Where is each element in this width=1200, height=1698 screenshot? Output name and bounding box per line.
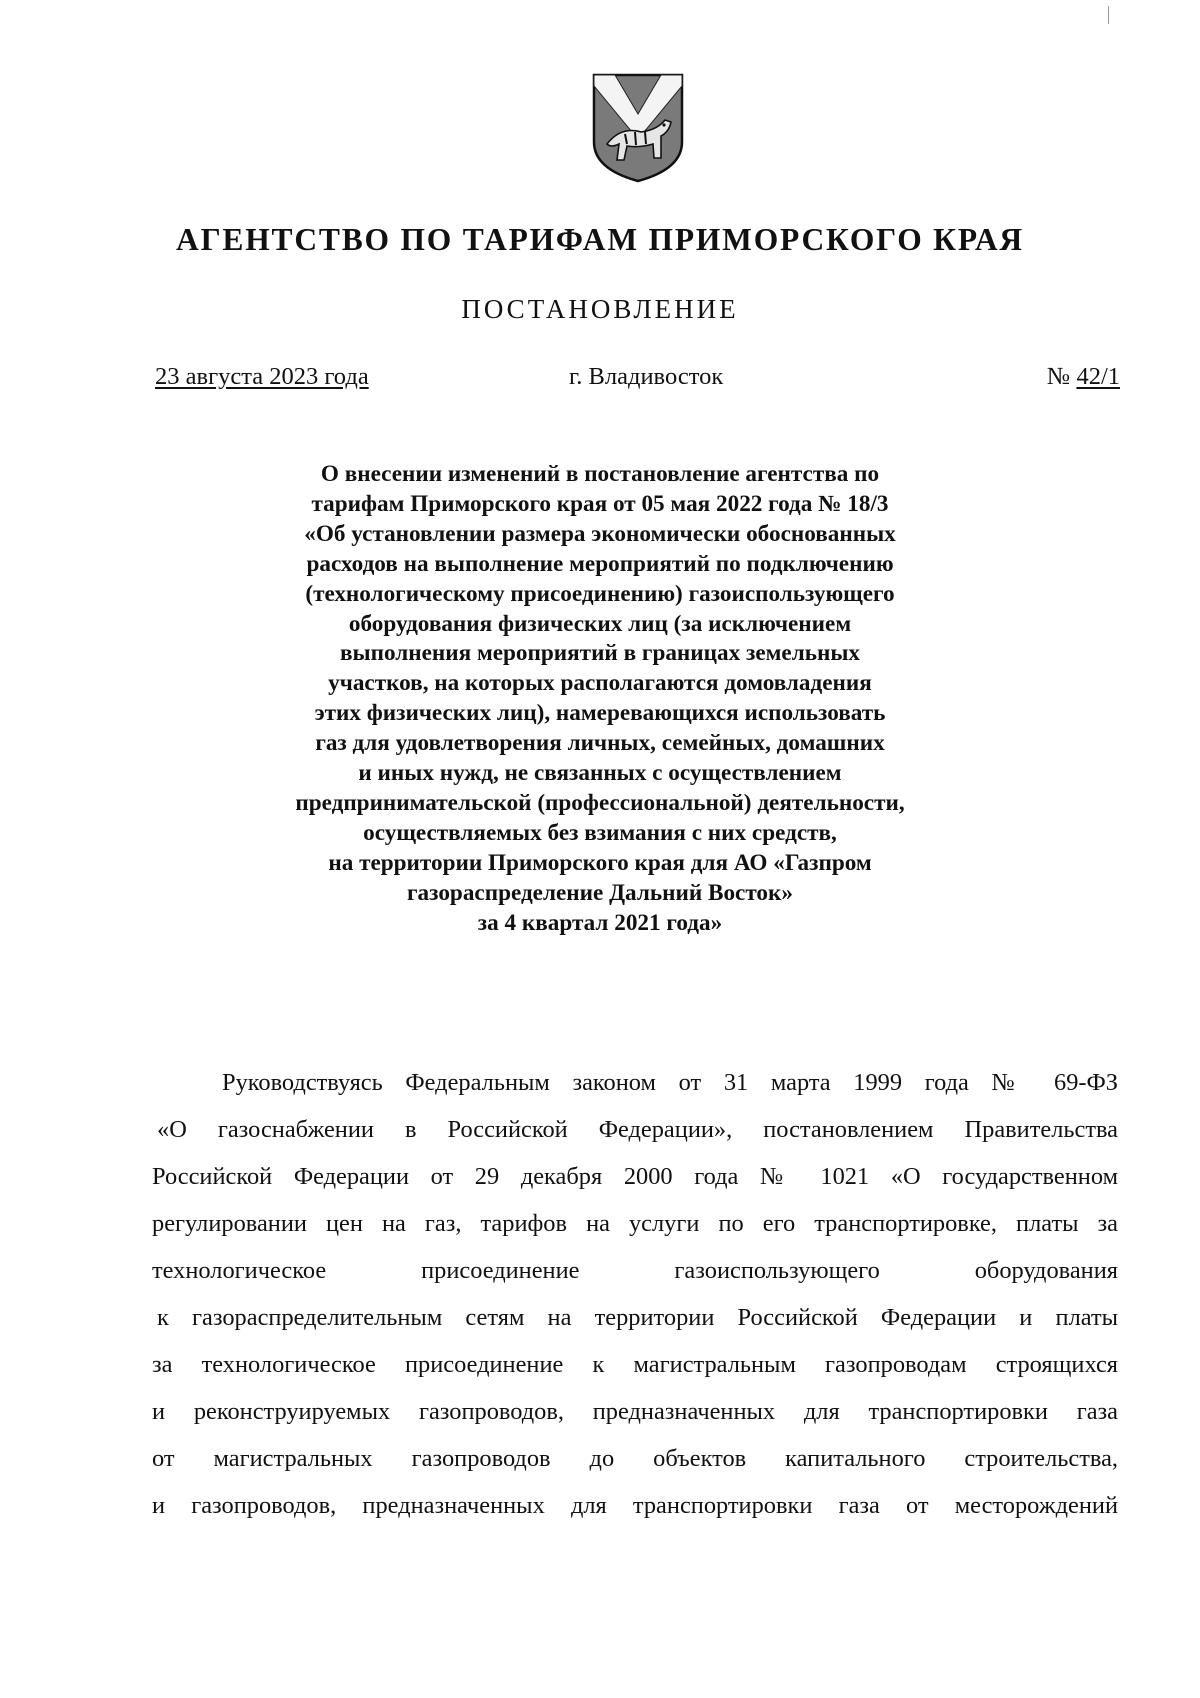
title-line: О внесении изменений в постановление агентства по xyxy=(320,461,880,487)
body-line: технологическое присоединение газоиспользующего оборудования xyxy=(152,1257,1118,1284)
title-line: и иных нужд, не связанных с осуществлением xyxy=(358,760,842,787)
title-line: тарифам Приморского края от 05 мая 2022 года № 18/3 xyxy=(311,490,889,517)
title-line: участков, на которых располагаются домовладения xyxy=(328,670,872,697)
title-line: (технологическому присоединению) газоиспользующего xyxy=(305,580,895,607)
agency-name: АГЕНТСТВО ПО ТАРИФАМ ПРИМОРСКОГО КРАЯ xyxy=(176,222,1024,257)
title-line: расходов на выполнение мероприятий по подключению xyxy=(306,550,894,577)
title-line: предпринимательской (профессиональной) деятельности, xyxy=(295,789,905,816)
body-line: от магистральных газопроводов до объектов капитального строительства, xyxy=(152,1445,1118,1472)
document-type: ПОСТАНОВЛЕНИЕ xyxy=(461,294,739,324)
document-title xyxy=(150,460,1050,939)
title-line: выполнения мероприятий в границах земельных xyxy=(339,640,861,667)
body-line: Руководствуясь Федеральным законом от 31 марта 1999 года № 69-ФЗ xyxy=(222,1069,1118,1096)
body-line: регулировании цен на газ, тарифов на услуги по его транспортировке, платы за xyxy=(152,1210,1118,1237)
body-line: за технологическое присоединение к магистральным газопроводам строящихся xyxy=(152,1351,1118,1378)
title-line: газ для удовлетворения личных, семейных, домашних xyxy=(315,730,885,757)
body-line: и газопроводов, предназначенных для транспортировки газа от месторождений xyxy=(152,1492,1118,1519)
primorsky-krai-coat-of-arms-icon xyxy=(591,72,685,184)
number-value: 42/1 xyxy=(1076,363,1120,390)
title-line: осуществляемых без взимания с них средств, xyxy=(363,819,837,846)
title-line: оборудования физических лиц (за исключением xyxy=(348,610,852,637)
body-line: к газораспределительным сетям на территории Российской Федерации и платы xyxy=(157,1304,1118,1331)
title-line: на территории Приморского края для АО «Газпром xyxy=(328,849,872,876)
scan-edge-mark xyxy=(1108,6,1109,24)
body-line: «О газоснабжении в Российской Федерации», постановлением Правительства xyxy=(157,1116,1118,1143)
document-date: 23 августа 2023 года xyxy=(155,363,369,390)
title-line: газораспределение Дальний Восток» xyxy=(407,879,793,906)
body-line: и реконструируемых газопроводов, предназначенных для транспортировки газа xyxy=(152,1398,1118,1425)
body-line: Российской Федерации от 29 декабря 2000 года № 1021 «О государственном xyxy=(152,1163,1118,1190)
title-line: этих физических лиц), намеревающихся использовать xyxy=(314,700,886,727)
title-line: за 4 квартал 2021 года» xyxy=(477,909,723,936)
title-line: «Об установлении размера экономически обоснованных xyxy=(304,520,896,547)
document-number xyxy=(1047,363,1120,391)
number-prefix: № xyxy=(1046,363,1071,390)
document-city: г. Владивосток xyxy=(569,363,724,390)
